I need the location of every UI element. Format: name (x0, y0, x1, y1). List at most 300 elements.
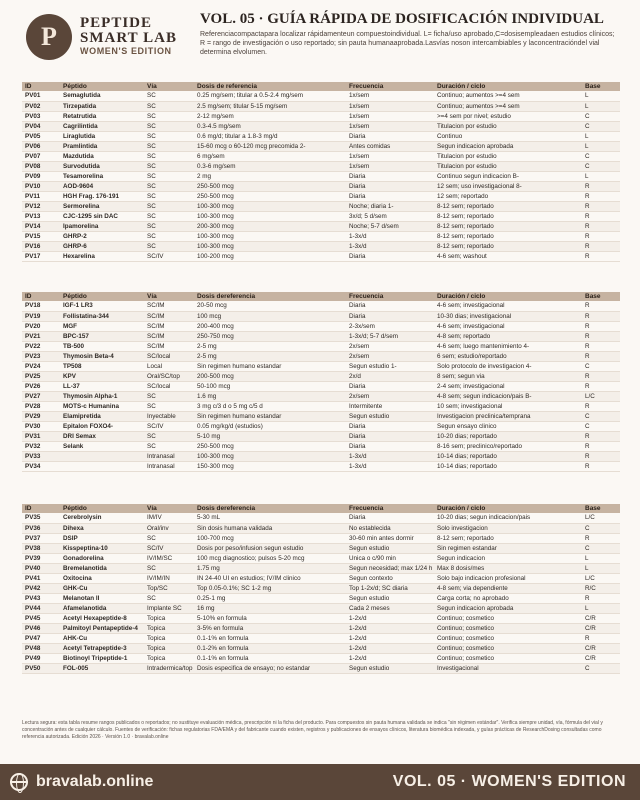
cell-duration: 10-30 dias; investigacional (434, 311, 582, 321)
cell-frequency: No establecida (346, 523, 434, 533)
cell-route: Inyectable (144, 411, 194, 421)
cell-frequency: 1x/sem (346, 121, 434, 131)
cell-frequency: Diaria (346, 171, 434, 181)
cell-dose: 1.75 mg (194, 563, 346, 573)
cell-duration: Continuo (434, 131, 582, 141)
cell-route: SC (144, 241, 194, 251)
table-row (22, 321, 620, 331)
table-row (22, 613, 620, 623)
cell-id: PV32 (22, 441, 60, 451)
cell-base: R (582, 241, 620, 251)
cell-route: SC/IM (144, 321, 194, 331)
cell-route: Top/SC (144, 583, 194, 593)
table-row (22, 653, 620, 663)
cell-name: FOL-005 (60, 663, 144, 673)
cell-base: C (582, 111, 620, 121)
cell-base: R (582, 461, 620, 471)
cell-duration: Titulacion por estudio (434, 151, 582, 161)
cell-name: Gonadorelina (60, 553, 144, 563)
cell-id: PV38 (22, 543, 60, 553)
cell-id: PV09 (22, 171, 60, 181)
cell-id: PV05 (22, 131, 60, 141)
cell-dose: 2-12 mg/sem (194, 111, 346, 121)
cell-name (60, 451, 144, 461)
cell-name: LL-37 (60, 381, 144, 391)
cell-frequency: 2x/d (346, 371, 434, 381)
cell-dose: Sin regimen humano estandar (194, 361, 346, 371)
cell-duration: 8-12 sem; reportado (434, 201, 582, 211)
cell-frequency: 1x/sem (346, 91, 434, 101)
cell-base: C (582, 523, 620, 533)
cell-dose: 5-30 mL (194, 513, 346, 523)
cell-base: L/C (582, 391, 620, 401)
cell-base: R (582, 633, 620, 643)
cell-name: Thymosin Beta-4 (60, 351, 144, 361)
column-header-duration: Duración / ciclo (434, 292, 582, 301)
cell-dose: 6 mg/sem (194, 151, 346, 161)
table-row (22, 643, 620, 653)
cell-name: Palmitoyl Pentapeptide-4 (60, 623, 144, 633)
cell-duration: Investigacion preclinica/temprana (434, 411, 582, 421)
header (0, 0, 640, 80)
cell-duration: Carga corta; no aprobado (434, 593, 582, 603)
cell-base: L (582, 171, 620, 181)
cell-route: SC (144, 181, 194, 191)
cell-name: Cerebrolysin (60, 513, 144, 523)
cell-frequency: Intermitente (346, 401, 434, 411)
cell-route: Implante SC (144, 603, 194, 613)
cell-base: R (582, 221, 620, 231)
cell-dose: 250-500 mcg (194, 191, 346, 201)
cell-frequency: Diaria (346, 431, 434, 441)
cell-dose: 50-100 mcg (194, 381, 346, 391)
cell-route: SC (144, 431, 194, 441)
cell-dose: 0.3-6 mg/sem (194, 161, 346, 171)
cell-base: R/C (582, 583, 620, 593)
cell-frequency: 1x/sem (346, 151, 434, 161)
cell-route: Topica (144, 623, 194, 633)
cell-duration: 4-6 sem; luego mantenimiento 4- (434, 341, 582, 351)
cell-name: Retatrutida (60, 111, 144, 121)
cell-base: R (582, 593, 620, 603)
cell-name: MGF (60, 321, 144, 331)
cell-base: L (582, 141, 620, 151)
cell-dose: 250-500 mcg (194, 441, 346, 451)
page-subtitle: Referenciacompactapara localizar rápidamenteun compuestoindividual. L= ficha/uso aprobado,C=dosisempleadaen estudios clínicos; R = rango de investigación o uso reportado; sin pauta humanaaprobada.Lasvías noson intercambiables y laconcentracióndel vial determina elvolumen. (200, 31, 615, 56)
cell-base: R (582, 331, 620, 341)
cell-duration: Continuo; aumentos >=4 sem (434, 101, 582, 111)
cell-base: C (582, 121, 620, 131)
table-row (22, 101, 620, 111)
cell-name: AHK-Cu (60, 633, 144, 643)
cell-duration: Continuo; cosmetico (434, 643, 582, 653)
cell-id: PV28 (22, 401, 60, 411)
table-row (22, 181, 620, 191)
table-row (22, 121, 620, 131)
cell-duration: Segun indicacion aprobada (434, 603, 582, 613)
table-row (22, 663, 620, 673)
column-header-duration: Duración / ciclo (434, 504, 582, 513)
cell-base: R (582, 431, 620, 441)
table-row (22, 241, 620, 251)
table-row (22, 341, 620, 351)
cell-dose: Dosis por peso/infusion segun estudio (194, 543, 346, 553)
cell-dose: 100 mcg diagnostico; pulsos 5-20 mcg (194, 553, 346, 563)
cell-duration: 4-8 sem; segun indicacion/pais B- (434, 391, 582, 401)
cell-route: SC (144, 161, 194, 171)
cell-name: Oxitocina (60, 573, 144, 583)
table-row (22, 391, 620, 401)
cell-dose: 250-500 mcg (194, 181, 346, 191)
cell-base: R (582, 231, 620, 241)
cell-name: TP508 (60, 361, 144, 371)
cell-dose: 200-300 mcg (194, 221, 346, 231)
cell-id: PV34 (22, 461, 60, 471)
cell-id: PV45 (22, 613, 60, 623)
table-row (22, 171, 620, 181)
cell-route: SC (144, 391, 194, 401)
cell-id: PV26 (22, 381, 60, 391)
cell-duration: 4-8 sem; via dependiente (434, 583, 582, 593)
cell-dose: Dosis especifica de ensayo; no estandar (194, 663, 346, 673)
cell-dose: 5-10% en formula (194, 613, 346, 623)
table-row (22, 543, 620, 553)
column-header-id: ID (22, 292, 60, 301)
table-section-3 (22, 504, 620, 674)
cell-duration: 4-6 sem; investigacional (434, 321, 582, 331)
cell-duration: Segun indicacion (434, 553, 582, 563)
column-header-duration: Duración / ciclo (434, 82, 582, 91)
cell-base: R (582, 451, 620, 461)
cell-base: R (582, 351, 620, 361)
column-header-frequency: Frecuencia (346, 292, 434, 301)
table-row (22, 533, 620, 543)
column-header-base: Base (582, 82, 620, 91)
column-header-base: Base (582, 292, 620, 301)
cell-frequency: Segun estudio (346, 663, 434, 673)
brand-line-3: WOMEN'S EDITION (80, 46, 172, 56)
cell-base: L (582, 91, 620, 101)
cell-name: GHRP-2 (60, 231, 144, 241)
cell-name: Elamipretida (60, 411, 144, 421)
cell-id: PV48 (22, 643, 60, 653)
table-row (22, 221, 620, 231)
cell-base: L/C (582, 513, 620, 523)
cell-id: PV02 (22, 101, 60, 111)
cell-route: SC (144, 111, 194, 121)
cell-name: Acetyl Hexapeptide-8 (60, 613, 144, 623)
cell-base: R (582, 533, 620, 543)
cell-base: C (582, 663, 620, 673)
cell-duration: Continuo; cosmetico (434, 633, 582, 643)
cell-base: C (582, 543, 620, 553)
cell-frequency: 1x/sem (346, 161, 434, 171)
cell-id: PV11 (22, 191, 60, 201)
cell-base: R (582, 201, 620, 211)
table-row (22, 441, 620, 451)
cell-id: PV18 (22, 301, 60, 311)
cell-base: C/R (582, 623, 620, 633)
cell-dose: 200-400 mcg (194, 321, 346, 331)
cell-frequency: Segun contexto (346, 573, 434, 583)
cell-frequency: Diaria (346, 421, 434, 431)
cell-name: Sermorelina (60, 201, 144, 211)
cell-frequency: Segun estudio (346, 411, 434, 421)
cell-dose: 0.1-1% en formula (194, 653, 346, 663)
table-row (22, 191, 620, 201)
cell-name: Melanotan II (60, 593, 144, 603)
table-row (22, 201, 620, 211)
column-header-id: ID (22, 504, 60, 513)
cell-frequency: Noche; 5-7 d/sem (346, 221, 434, 231)
cell-name: Mazdutida (60, 151, 144, 161)
cell-name: Dihexa (60, 523, 144, 533)
footer-url[interactable]: bravalab.online (36, 773, 154, 790)
table-row (22, 633, 620, 643)
cell-name: GHK-Cu (60, 583, 144, 593)
cell-base: R (582, 321, 620, 331)
cell-dose: 100-300 mcg (194, 201, 346, 211)
cell-route: SC/IV (144, 251, 194, 261)
column-header-route: Vía (144, 292, 194, 301)
cell-route: SC (144, 121, 194, 131)
cell-route: SC (144, 211, 194, 221)
cell-route: IM/IV (144, 513, 194, 523)
table-row (22, 603, 620, 613)
cell-route: Topica (144, 633, 194, 643)
column-header-name: Péptido (60, 504, 144, 513)
cell-id: PV41 (22, 573, 60, 583)
cell-name: Follistatina-344 (60, 311, 144, 321)
cell-duration: 10-14 dias; reportado (434, 451, 582, 461)
cell-frequency: 2-3x/sem (346, 321, 434, 331)
cell-base: L (582, 603, 620, 613)
cell-name (60, 461, 144, 471)
cell-frequency: Diaria (346, 131, 434, 141)
table-row (22, 211, 620, 221)
logo: P (26, 14, 72, 60)
cell-frequency: 1-2x/d (346, 633, 434, 643)
cell-route: Oral/inv (144, 523, 194, 533)
cell-id: PV14 (22, 221, 60, 231)
cell-frequency: Diaria (346, 251, 434, 261)
column-header-id: ID (22, 82, 60, 91)
cell-route: SC (144, 91, 194, 101)
cell-name: Acetyl Tetrapeptide-3 (60, 643, 144, 653)
table-row (22, 111, 620, 121)
table-row (22, 573, 620, 583)
column-header-dose: Dosis de referencia (194, 82, 346, 91)
cell-id: PV24 (22, 361, 60, 371)
cell-frequency: Cada 2 meses (346, 603, 434, 613)
cell-dose: 100 mcg (194, 311, 346, 321)
cell-id: PV04 (22, 121, 60, 131)
cell-frequency: 1x/sem (346, 111, 434, 121)
cell-route: SC/local (144, 351, 194, 361)
cell-base: C (582, 411, 620, 421)
cell-dose: 2 mg (194, 171, 346, 181)
cell-duration: 12 sem; reportado (434, 191, 582, 201)
cell-dose: 100-300 mcg (194, 211, 346, 221)
cell-name: Thymosin Alpha-1 (60, 391, 144, 401)
cell-duration: 8 sem; segun via (434, 371, 582, 381)
cell-dose: 2-5 mg (194, 341, 346, 351)
cell-id: PV43 (22, 593, 60, 603)
cell-duration: 10-20 dias; reportado (434, 431, 582, 441)
cell-name: TB-500 (60, 341, 144, 351)
cell-frequency: Diaria (346, 441, 434, 451)
cell-duration: 10-20 dias; segun indicacion/pais (434, 513, 582, 523)
cell-id: PV12 (22, 201, 60, 211)
cell-id: PV25 (22, 371, 60, 381)
cell-duration: >=4 sem por nivel; estudio (434, 111, 582, 121)
cell-route: SC (144, 221, 194, 231)
cell-base: R (582, 251, 620, 261)
cell-duration: Solo protocolo de investigacion 4- (434, 361, 582, 371)
cell-duration: 10-14 dias; reportado (434, 461, 582, 471)
cell-name: Ipamorelina (60, 221, 144, 231)
cell-id: PV23 (22, 351, 60, 361)
cell-frequency: 2x/sem (346, 341, 434, 351)
column-header-frequency: Frecuencia (346, 504, 434, 513)
cell-dose: 3-5% en formula (194, 623, 346, 633)
cell-name: Kisspeptina-10 (60, 543, 144, 553)
cell-id: PV40 (22, 563, 60, 573)
cell-base: R (582, 401, 620, 411)
cell-name: DSIP (60, 533, 144, 543)
cell-dose: 2.5 mg/sem; titular 5-15 mg/sem (194, 101, 346, 111)
cell-route: SC (144, 593, 194, 603)
cell-dose: Top 0.05-0.1%; SC 1-2 mg (194, 583, 346, 593)
cell-id: PV47 (22, 633, 60, 643)
column-header-name: Péptido (60, 82, 144, 91)
cell-base: R (582, 181, 620, 191)
cell-id: PV33 (22, 451, 60, 461)
cell-route: SC (144, 533, 194, 543)
cell-route: Oral/SC/top (144, 371, 194, 381)
cell-base: R (582, 371, 620, 381)
cell-duration: Titulacion por estudio (434, 121, 582, 131)
cell-route: Intranasal (144, 461, 194, 471)
cell-id: PV03 (22, 111, 60, 121)
cell-name: Tesamorelina (60, 171, 144, 181)
cell-base: C/R (582, 653, 620, 663)
cell-dose: 0.1-2% en formula (194, 643, 346, 653)
cell-dose: 100-200 mcg (194, 251, 346, 261)
cell-id: PV44 (22, 603, 60, 613)
cell-name: CJC-1295 sin DAC (60, 211, 144, 221)
cell-base: C (582, 161, 620, 171)
column-header-route: Vía (144, 82, 194, 91)
cell-route: SC (144, 401, 194, 411)
table-row (22, 151, 620, 161)
cell-frequency: Unica o c/90 min (346, 553, 434, 563)
cell-id: PV37 (22, 533, 60, 543)
cell-duration: 8-12 sem; reportado (434, 533, 582, 543)
cell-dose: 0.1-1% en formula (194, 633, 346, 643)
cell-base: L (582, 563, 620, 573)
cell-id: PV20 (22, 321, 60, 331)
table-row (22, 361, 620, 371)
cell-frequency: 1-3x/d (346, 461, 434, 471)
table-row (22, 381, 620, 391)
cell-frequency: 1-2x/d (346, 643, 434, 653)
column-header-dose: Dosis dereferencia (194, 292, 346, 301)
cell-route: SC/IV (144, 543, 194, 553)
cell-base: R (582, 191, 620, 201)
cell-dose: 20-50 mcg (194, 301, 346, 311)
cell-dose: 5-10 mg (194, 431, 346, 441)
cell-base: L (582, 101, 620, 111)
cell-duration: 8-12 sem; reportado (434, 231, 582, 241)
column-header-name: Péptido (60, 292, 144, 301)
cell-dose: Sin regimen humano estandar (194, 411, 346, 421)
cell-frequency: Segun necesidad; max 1/24 h (346, 563, 434, 573)
cell-name: Afamelanotida (60, 603, 144, 613)
cell-base: R (582, 381, 620, 391)
cell-name: DRI Semax (60, 431, 144, 441)
table-row (22, 513, 620, 523)
footnote: Lectura segura: esta tabla resume rangos publicados o reportados; no sustituye evaluación médica, prescripción ni la ficha del producto. Para compuestos sin pauta humana validada se indica "sin régimen estándar". Verifica siempre unidad, vía, fórmula del vial y concentración antes de cualquier cálculo. Fuentes de verificación: fichas regulatorias FDA/EMA y del fabricante cuando existen, registros y publicaciones de ensayos clínicos, literatura biomédica indexada, y guías prácticas de ResearchDosing consultadas como referencia autorizada. Edición 2026 · Versión 1.0 · bravalab.online (22, 720, 603, 740)
cell-duration: 2-4 sem; investigacional (434, 381, 582, 391)
cell-dose: 200-500 mcg (194, 371, 346, 381)
cell-base: L (582, 131, 620, 141)
cell-id: PV21 (22, 331, 60, 341)
cell-base: C/R (582, 613, 620, 623)
cell-name: Biotinoyl Tripeptide-1 (60, 653, 144, 663)
cell-id: PV36 (22, 523, 60, 533)
cell-route: SC/IV (144, 421, 194, 431)
column-header-base: Base (582, 504, 620, 513)
cell-id: PV49 (22, 653, 60, 663)
cell-route: IV/IM/SC (144, 553, 194, 563)
cell-route: Topica (144, 643, 194, 653)
cell-dose: 100-300 mcg (194, 231, 346, 241)
cell-duration: 4-6 sem; investigacional (434, 301, 582, 311)
cell-base: R (582, 211, 620, 221)
cell-dose: 0.6 mg/d; titular a 1.8-3 mg/d (194, 131, 346, 141)
cell-route: SC/local (144, 381, 194, 391)
column-header-dose: Dosis dereferencia (194, 504, 346, 513)
cell-name: Epitalon FOXO4- (60, 421, 144, 431)
cell-dose: 250-750 mcg (194, 331, 346, 341)
cell-frequency: 1-3x/d; 5-7 d/sem (346, 331, 434, 341)
cell-duration: 8-16 sem; preclinico/reportado (434, 441, 582, 451)
cell-dose: 0.25 mg/sem; titular a 0.5-2.4 mg/sem (194, 91, 346, 101)
brand-line-1: PEPTIDE (80, 15, 153, 31)
cell-frequency: 1-3x/d (346, 451, 434, 461)
cell-duration: Continuo; cosmetico (434, 623, 582, 633)
cell-base: L (582, 553, 620, 563)
cell-dose: 3 mg c/3 d o 5 mg c/5 d (194, 401, 346, 411)
cell-route: SC (144, 201, 194, 211)
cell-base: R (582, 311, 620, 321)
column-header-route: Vía (144, 504, 194, 513)
cell-duration: 4-6 sem; washout (434, 251, 582, 261)
cell-id: PV01 (22, 91, 60, 101)
cell-dose: 15-60 mcg o 60-120 mcg precomida 2- (194, 141, 346, 151)
cell-name: MOTS-c Humanina (60, 401, 144, 411)
cell-frequency: Top 1-2x/d; SC diaria (346, 583, 434, 593)
cell-id: PV15 (22, 231, 60, 241)
cell-frequency: 1-3x/d (346, 241, 434, 251)
cell-name: Liraglutida (60, 131, 144, 141)
cell-base: C (582, 151, 620, 161)
table-row (22, 461, 620, 471)
cell-route: Topica (144, 613, 194, 623)
cell-dose: 2-5 mg (194, 351, 346, 361)
cell-frequency: 2x/sem (346, 351, 434, 361)
